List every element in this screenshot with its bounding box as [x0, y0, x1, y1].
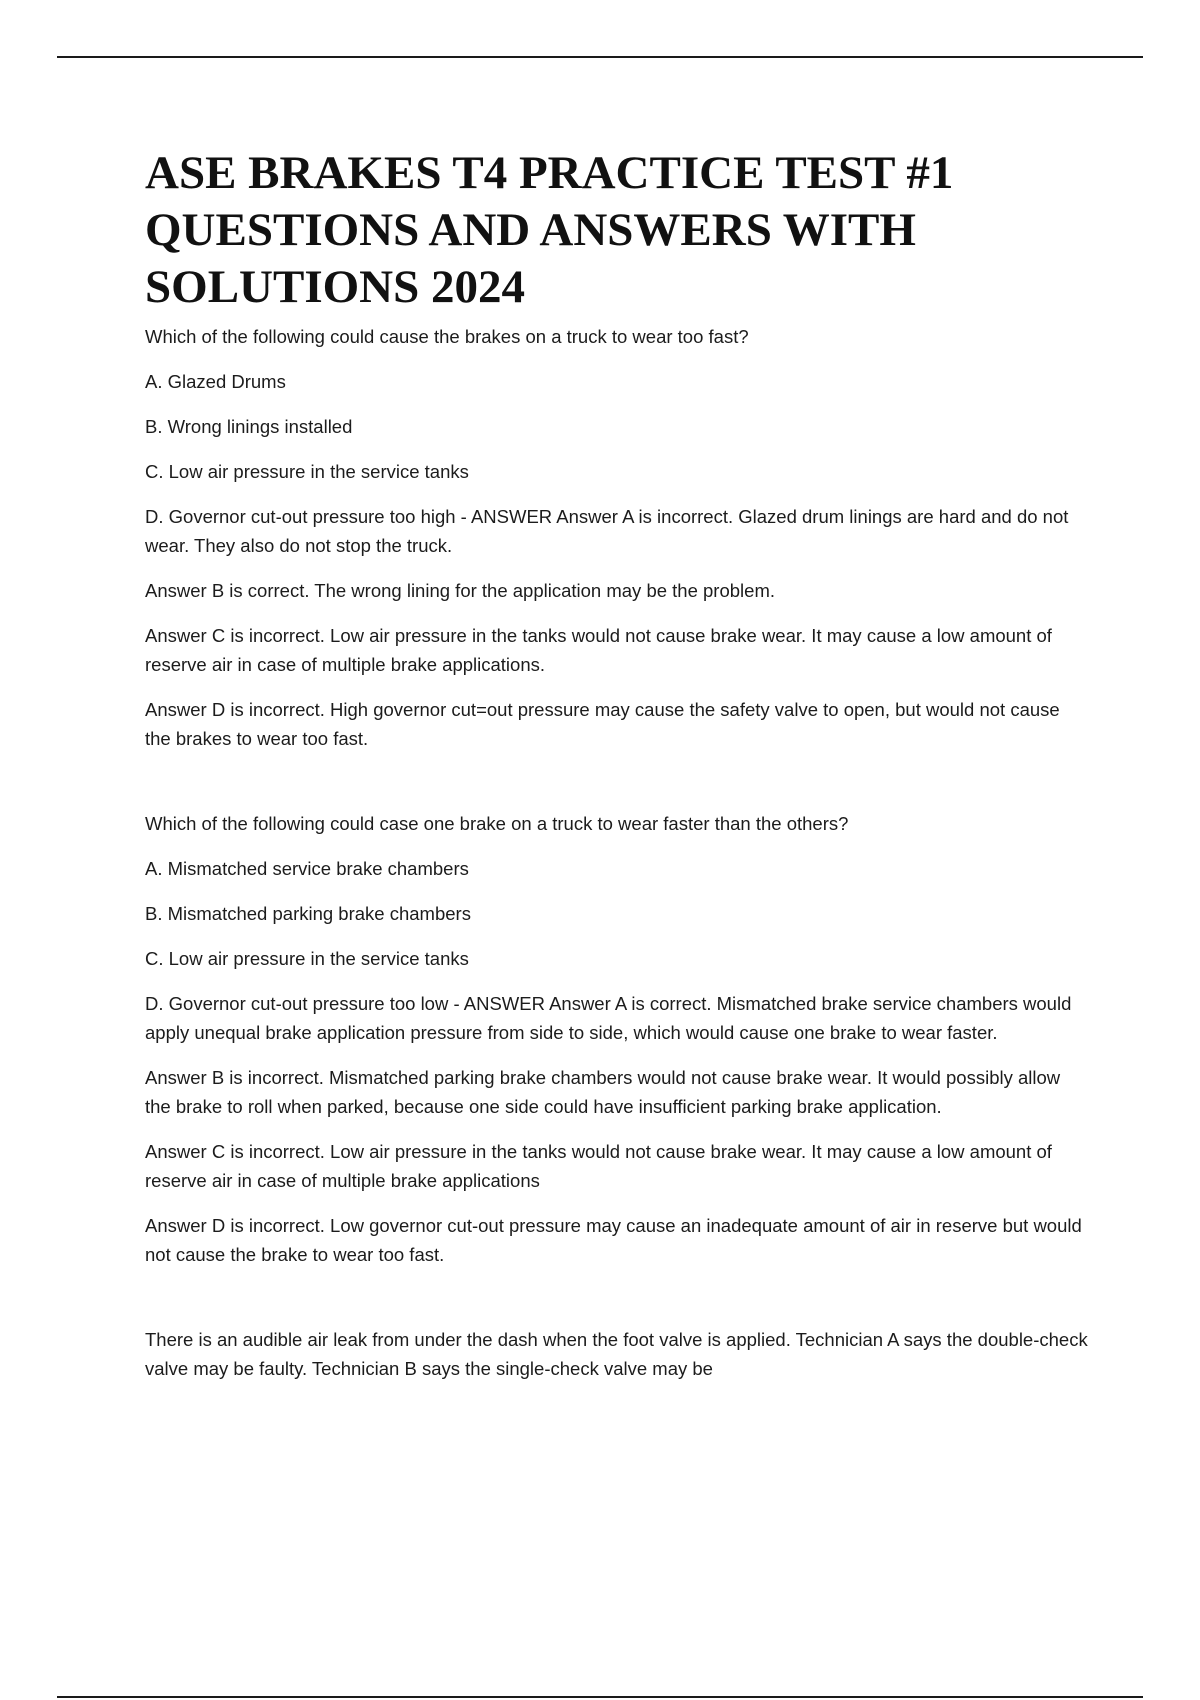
question-text: There is an audible air leak from under the dash when the foot valve is applied. Technician A says the double-check valve may be faulty. Technician B says the single-check valve may be — [145, 1329, 1088, 1379]
option-c: C. Low air pressure in the service tanks — [145, 461, 469, 482]
question-text: Which of the following could cause the brakes on a truck to wear too fast? — [145, 326, 749, 347]
option-d-with-answer: D. Governor cut-out pressure too low - ANSWER Answer A is correct. Mismatched brake service chambers would apply unequal brake application pressure from side to side, which would cause one brake to wear faster. — [145, 993, 1072, 1043]
explanation-b: Answer B is incorrect. Mismatched parking brake chambers would not cause brake wear. It would possibly allow the brake to roll when parked, because one side could have insufficient parking brake application. — [145, 1067, 1061, 1117]
explanation-d: Answer D is incorrect. High governor cut=out pressure may cause the safety valve to open, but would not cause the brakes to wear too fast. — [145, 699, 1060, 749]
title-line-2: QUESTIONS AND ANSWERS WITH — [145, 204, 916, 256]
explanation-c: Answer C is incorrect. Low air pressure in the tanks would not cause brake wear. It may cause a low amount of reserve air in case of multiple brake applications — [145, 1141, 1052, 1191]
bottom-rule — [57, 1696, 1143, 1698]
option-a: A. Mismatched service brake chambers — [145, 858, 469, 879]
explanation-c: Answer C is incorrect. Low air pressure in the tanks would not cause brake wear. It may cause a low amount of reserve air in case of multiple brake applications. — [145, 625, 1052, 675]
question-text: Which of the following could case one brake on a truck to wear faster than the others? — [145, 813, 849, 834]
spacer — [145, 1285, 1090, 1325]
top-rule — [57, 56, 1143, 58]
document-title — [145, 145, 1090, 316]
option-b: B. Mismatched parking brake chambers — [145, 903, 471, 924]
option-a: A. Glazed Drums — [145, 371, 286, 392]
spacer — [145, 769, 1090, 809]
option-c: C. Low air pressure in the service tanks — [145, 948, 469, 969]
option-d-with-answer: D. Governor cut-out pressure too high - ANSWER Answer A is incorrect. Glazed drum linings are hard and do not wear. They also do not stop the truck. — [145, 506, 1069, 556]
title-line-1: ASE BRAKES T4 PRACTICE TEST #1 — [145, 147, 954, 199]
explanation-d: Answer D is incorrect. Low governor cut-out pressure may cause an inadequate amount of air in reserve but would not cause the brake to wear too fast. — [145, 1215, 1082, 1265]
question-block-2 — [145, 809, 1090, 1269]
option-b: B. Wrong linings installed — [145, 416, 353, 437]
title-line-3: SOLUTIONS 2024 — [145, 261, 526, 313]
question-block-1 — [145, 322, 1090, 753]
explanation-b: Answer B is correct. The wrong lining for the application may be the problem. — [145, 580, 775, 601]
question-block-3 — [145, 1325, 1090, 1383]
document-body — [145, 145, 1090, 1399]
